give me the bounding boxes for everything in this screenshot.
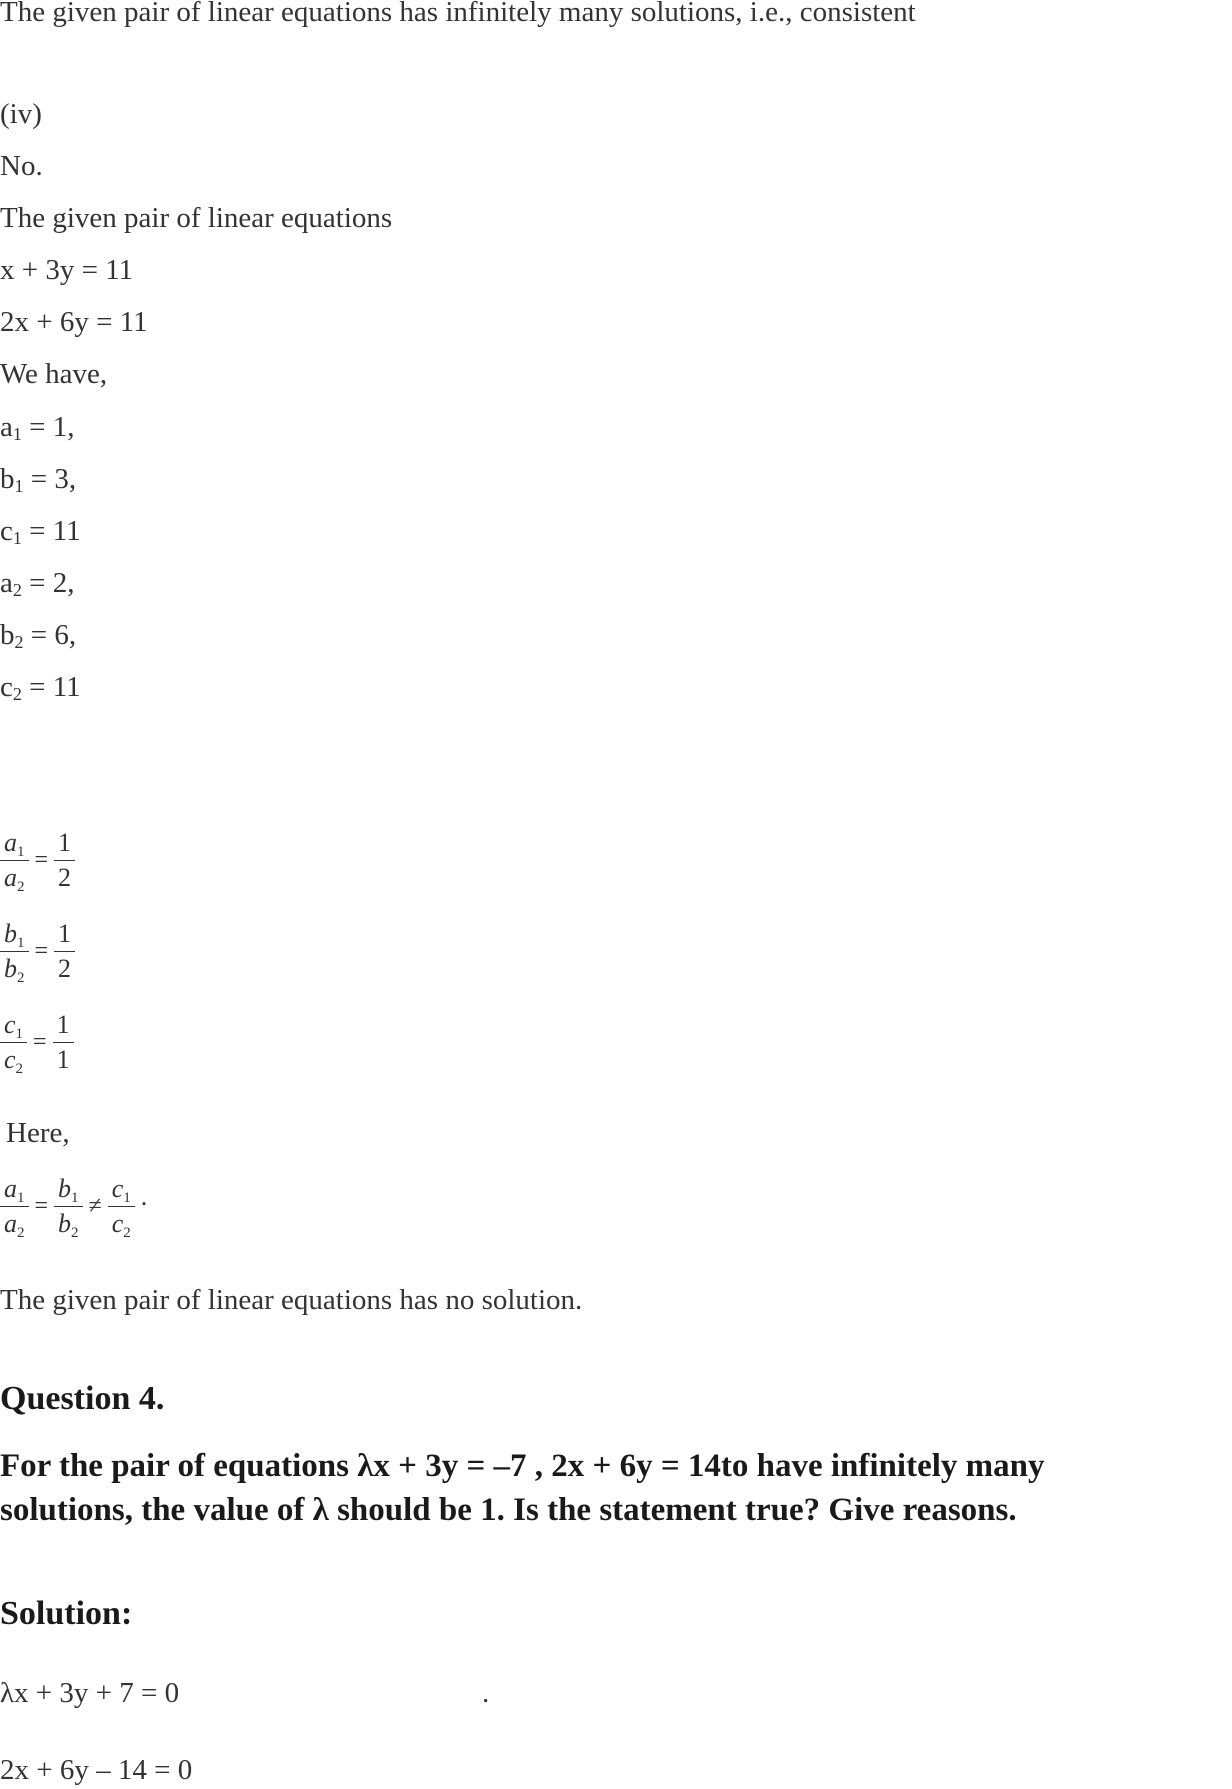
conclusion-text: The given pair of linear equations has no solution. [0, 1284, 583, 1316]
ratio-a-value: $\frac{1}{2}$ [54, 826, 75, 895]
ratio-b [0, 917, 75, 986]
intro-text: The given pair of linear equations [0, 202, 393, 234]
here-text: Here, [6, 1117, 70, 1149]
equation-2: 2x + 6y = 11 [0, 306, 148, 338]
equals-sign: = [34, 938, 49, 964]
compare-b: $\frac{b_1}{b_2}$ [54, 1172, 83, 1241]
ratio-b-value: $\frac{1}{2}$ [54, 917, 75, 986]
coeff-c1: $c_1 = 11$ [0, 515, 81, 548]
equals-sign: = [34, 847, 49, 873]
compare-c: $\frac{c_1}{c_2}$ [108, 1172, 135, 1241]
previous-conclusion: The given pair of linear equations has infinitely many solutions, i.e., consistent [0, 0, 916, 28]
part-label: (iv) [0, 98, 42, 130]
ratio-a [0, 826, 75, 895]
ratio-comparison [0, 1172, 147, 1241]
solution-equation-2: 2x + 6y – 14 = 0 [0, 1754, 193, 1786]
equation-1: x + 3y = 11 [0, 254, 134, 286]
solution-dot: . [482, 1677, 490, 1709]
question-text-line-2: solutions, the value of λ should be 1. Is the statement true? Give reasons. [0, 1492, 1017, 1528]
ratio-c-lhs: $\frac{c_1}{c_2}$ [0, 1008, 27, 1077]
we-have-text: We have, [0, 358, 108, 390]
question-text-line-1: For the pair of equations λx + 3y = –7 , 2x + 6y = 14to have infinitely many [0, 1448, 1045, 1484]
equals-sign: = [33, 1029, 47, 1055]
question-title: Question 4. [0, 1380, 165, 1417]
answer-text: No. [0, 150, 43, 182]
coeff-b1: $b_1 = 3$, [0, 463, 77, 496]
compare-a: $\frac{a_1}{a_2}$ [0, 1172, 29, 1241]
ratio-b-lhs: $\frac{b_1}{b_2}$ [0, 917, 29, 986]
comparison-end-dot: . [140, 1182, 148, 1211]
coeff-b2: $b_2 = 6$, [0, 619, 77, 652]
ratio-c [0, 1008, 74, 1077]
coeff-c2: $c_2 = 11$ [0, 671, 81, 704]
coeff-a2: $a_2 = 2$, [0, 567, 75, 600]
coeff-a1: $a_1 = 1$, [0, 411, 75, 444]
equals-sign: = [34, 1193, 49, 1219]
solution-title: Solution: [0, 1595, 133, 1632]
ratio-a-lhs: $\frac{a_1}{a_2}$ [0, 826, 29, 895]
solution-equation-1: λx + 3y + 7 = 0 [0, 1677, 180, 1709]
not-equal-sign: ≠ [88, 1193, 102, 1219]
ratio-c-value: $\frac{1}{1}$ [53, 1008, 74, 1077]
